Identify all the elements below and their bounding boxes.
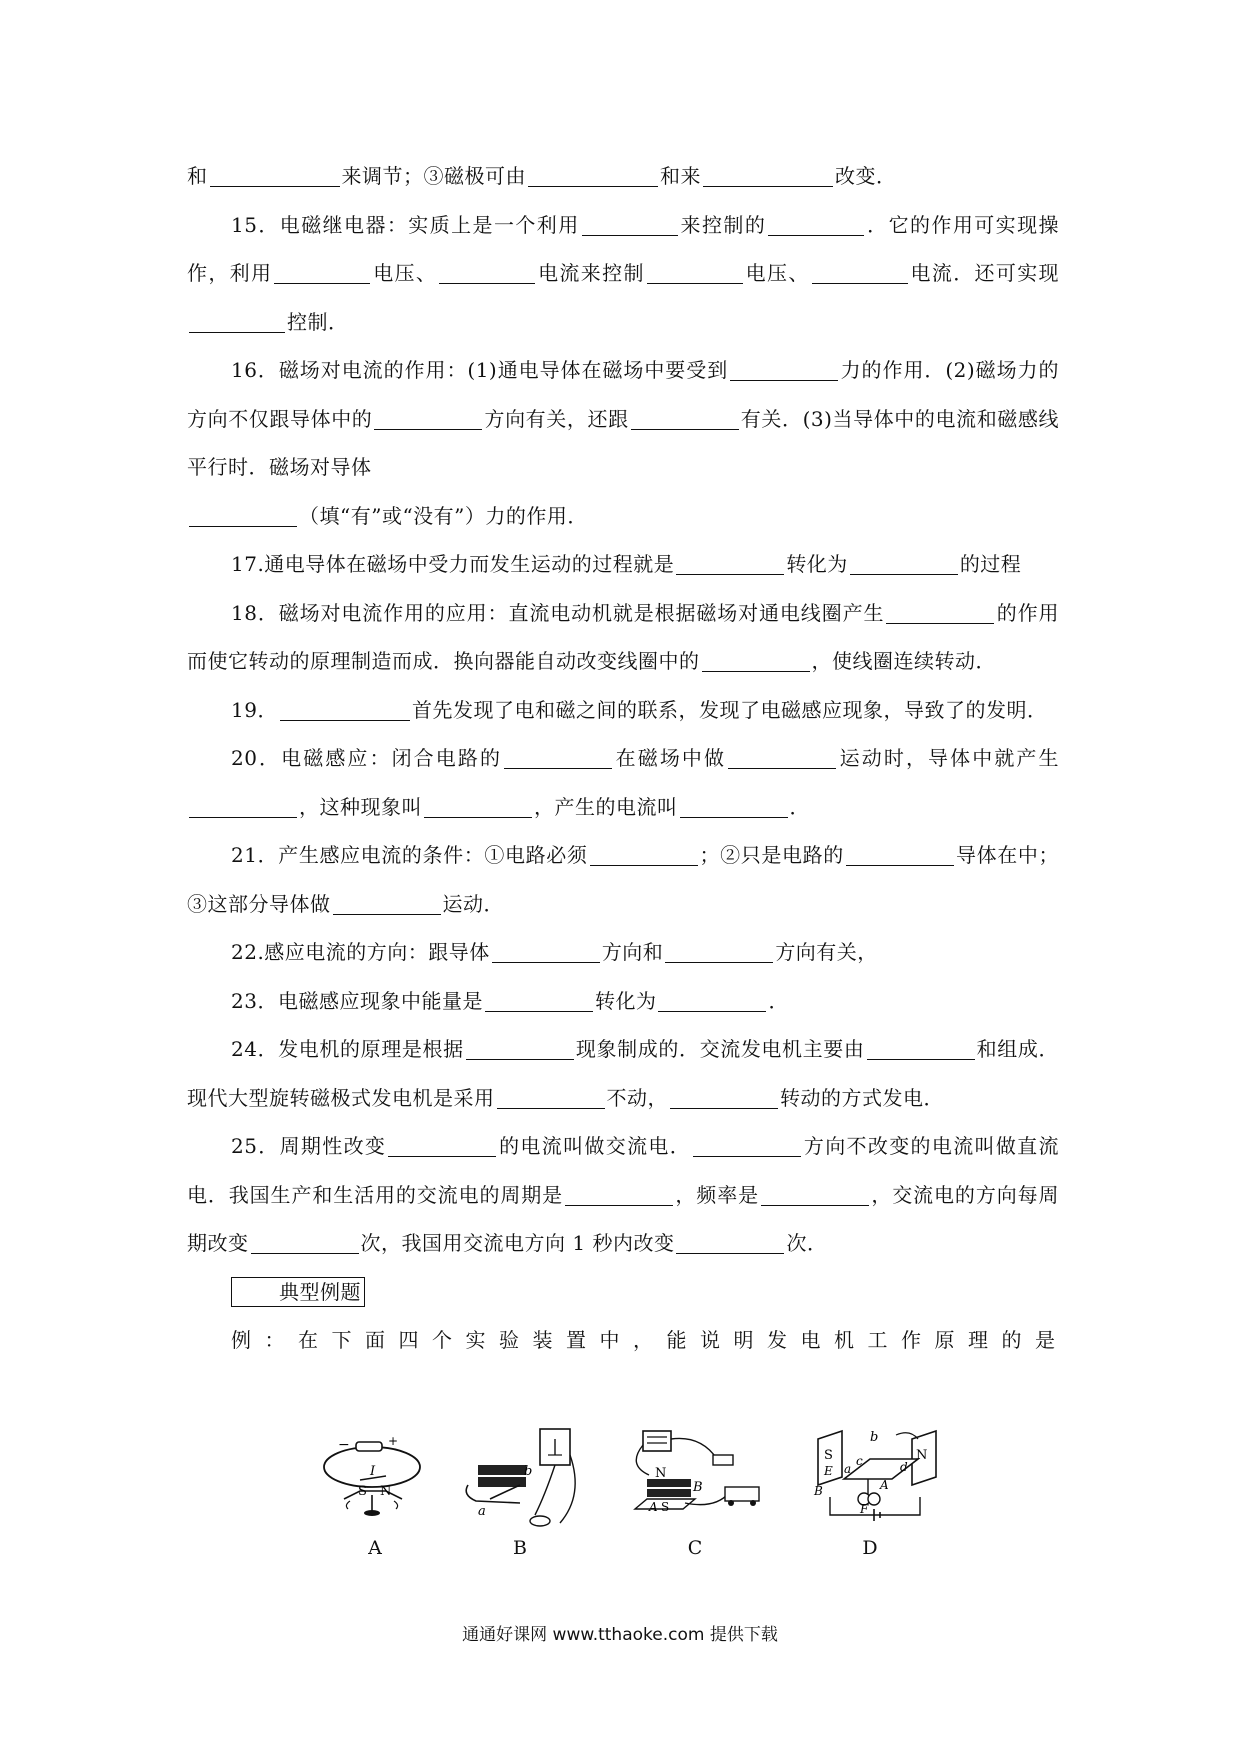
text: 的电流叫做交流电． xyxy=(498,1134,692,1158)
text: 有关．(3)当导体中的电流和磁感线平行时．磁场对导体 xyxy=(187,406,1059,479)
figure-b-label: B xyxy=(513,1537,527,1559)
fill-blank[interactable] xyxy=(761,1185,869,1206)
fill-blank[interactable] xyxy=(497,1088,605,1109)
text: 不动， xyxy=(606,1085,668,1110)
text: 20．电磁感应：闭合电路的 xyxy=(231,746,503,770)
text: 和 xyxy=(187,164,208,188)
example-question: 例：在下面四个实验装置中，能说明发电机工作原理的是 xyxy=(231,1328,1069,1352)
text: 导体在中；③这部分导体做 xyxy=(187,843,1060,916)
text: 转化为 xyxy=(786,552,848,576)
text: 22.感应电流的方向：跟导体 xyxy=(231,940,490,964)
text: ，产生的电流叫 xyxy=(534,794,678,819)
fig-b-label-b: b xyxy=(524,1464,533,1479)
text: 18．磁场对电流作用的应用：直流电动机就是根据磁场对通电线圈产生 xyxy=(231,600,885,625)
text: 方向有关，还跟 xyxy=(484,406,629,431)
fig-d-label-s: S xyxy=(824,1448,833,1463)
fill-blank[interactable] xyxy=(680,797,788,818)
fill-blank[interactable] xyxy=(189,797,297,818)
fig-d-label-n: N xyxy=(916,1448,928,1463)
section-title-box: 典型例题 xyxy=(231,1277,365,1307)
text: 转动的方式发电． xyxy=(780,1085,944,1110)
text: 控制． xyxy=(287,309,349,334)
text: （填“有”或“没有”）力的作用． xyxy=(299,503,588,528)
fig-c-label-s: S xyxy=(661,1500,670,1514)
question-14-tail xyxy=(187,152,1059,201)
text: 运动时，导体中就产生 xyxy=(838,746,1060,770)
fill-blank[interactable] xyxy=(374,409,482,430)
figure-d-label: D xyxy=(862,1537,878,1559)
text: 方向和 xyxy=(601,940,664,964)
fill-blank[interactable] xyxy=(867,1039,975,1060)
fig-d-label-f: F xyxy=(860,1502,869,1516)
fig-a-label-minus: − xyxy=(338,1437,350,1453)
figure-c-label: C xyxy=(687,1537,703,1559)
question-19 xyxy=(187,686,1059,735)
text: 次，我国用交流电方向 1 秒内改变 xyxy=(360,1231,675,1255)
fill-blank[interactable] xyxy=(768,215,864,236)
fill-blank[interactable] xyxy=(333,894,441,915)
fill-blank[interactable] xyxy=(647,263,743,284)
fill-blank[interactable] xyxy=(676,1233,784,1254)
text: 来控制的 xyxy=(679,212,767,237)
fill-blank[interactable] xyxy=(665,942,773,963)
text: 24．发电机的原理是根据 xyxy=(231,1037,464,1061)
fill-blank[interactable] xyxy=(658,991,766,1012)
fig-c-label-b: B xyxy=(693,1480,703,1495)
fill-blank[interactable] xyxy=(492,942,600,963)
fill-blank[interactable] xyxy=(504,748,612,769)
figure-c-drawing xyxy=(625,1425,805,1535)
fill-blank[interactable] xyxy=(466,1039,574,1060)
question-15 xyxy=(187,201,1059,347)
fig-c-label-n: N xyxy=(655,1466,667,1481)
text: 16．磁场对电流的作用：(1)通电导体在磁场中要受到 xyxy=(231,358,729,382)
fig-a-label-current: I xyxy=(370,1464,376,1479)
figure-d xyxy=(800,1425,980,1565)
fill-blank[interactable] xyxy=(485,991,593,1012)
text: 21．产生感应电流的条件：①电路必须 xyxy=(231,843,588,867)
fill-blank[interactable] xyxy=(280,700,410,721)
fill-blank[interactable] xyxy=(582,215,678,236)
fill-blank[interactable] xyxy=(631,409,739,430)
question-20 xyxy=(187,734,1059,831)
text: 运动． xyxy=(442,891,504,916)
figure-b-drawing xyxy=(460,1425,640,1535)
text: 17.通电导体在磁场中受力而发生运动的过程就是 xyxy=(231,552,675,576)
fill-blank[interactable] xyxy=(439,263,535,284)
text: 电压、 xyxy=(372,261,438,285)
text: 电流来控制 xyxy=(537,261,645,285)
fill-blank[interactable] xyxy=(670,1088,778,1109)
fill-blank[interactable] xyxy=(703,166,833,187)
question-25 xyxy=(187,1122,1059,1268)
text: ；②只是电路的 xyxy=(699,843,844,867)
text: 方向不改变的电流叫做直流电．我国生产和生活用的交流电的周期是 xyxy=(187,1134,1060,1207)
question-23 xyxy=(187,977,1059,1026)
fig-a-label-n: N xyxy=(380,1484,392,1499)
fig-d-label-a2: A xyxy=(880,1478,889,1492)
fill-blank[interactable] xyxy=(189,506,297,527)
fill-blank[interactable] xyxy=(730,360,838,381)
fig-a-label-s: S xyxy=(358,1484,367,1499)
text: 23．电磁感应现象中能量是 xyxy=(231,988,483,1013)
fill-blank[interactable] xyxy=(388,1136,496,1157)
figure-c xyxy=(625,1425,805,1565)
text: 首先发现了电和磁之间的联系，发现了电磁感应现象，导致了的发明． xyxy=(411,697,1048,722)
figure-row xyxy=(320,1425,1060,1565)
question-18 xyxy=(187,589,1059,686)
figure-b xyxy=(460,1425,640,1565)
text: ，这种现象叫 xyxy=(299,794,422,819)
fig-c-label-a: A xyxy=(649,1500,658,1514)
fill-blank[interactable] xyxy=(251,1233,359,1254)
fill-blank[interactable] xyxy=(210,166,340,187)
fig-d-label-c: c xyxy=(856,1454,863,1468)
fig-d-label-a: a xyxy=(844,1462,852,1476)
fill-blank[interactable] xyxy=(702,651,810,672)
text: ，频率是 xyxy=(675,1182,759,1207)
question-text-area xyxy=(187,152,1069,1365)
fill-blank[interactable] xyxy=(565,1185,673,1206)
text: 和组成．现代大型旋转磁极式发电机是采用 xyxy=(187,1037,1060,1110)
fill-blank[interactable] xyxy=(728,748,836,769)
text: 现象制成的．交流发电机主要由 xyxy=(575,1037,865,1061)
text: 的过程 xyxy=(959,552,1022,576)
text: ． xyxy=(789,794,810,819)
text: 25．周期性改变 xyxy=(231,1134,387,1158)
text: 方向有关， xyxy=(775,940,878,964)
fill-blank[interactable] xyxy=(528,166,658,187)
text: 和来 xyxy=(660,164,701,188)
text: 电流．还可实现 xyxy=(909,261,1060,285)
page-footer: 通通好课网 www.tthaoke.com 提供下载 xyxy=(462,1625,778,1645)
text: 的作用而使它转动的原理制造而成．换向器能自动改变线圈中的 xyxy=(187,600,1060,673)
figure-a-label: A xyxy=(368,1537,382,1559)
text: 电压、 xyxy=(744,261,810,285)
fill-blank[interactable] xyxy=(424,797,532,818)
text: 在磁场中做 xyxy=(614,746,727,770)
fill-blank[interactable] xyxy=(676,554,784,575)
fill-blank[interactable] xyxy=(850,554,958,575)
text: ，交流电的方向每周期改变 xyxy=(187,1182,1059,1255)
fill-blank[interactable] xyxy=(274,263,370,284)
fill-blank[interactable] xyxy=(189,312,285,333)
text: 15．电磁继电器：实质上是一个利用 xyxy=(231,212,580,237)
text: 19． xyxy=(231,697,278,722)
fill-blank[interactable] xyxy=(812,263,908,284)
text: 改变． xyxy=(835,164,897,188)
question-16 xyxy=(187,346,1059,492)
fig-d-label-b: B xyxy=(814,1484,823,1498)
question-24 xyxy=(187,1025,1059,1122)
fig-b-label-a: a xyxy=(478,1504,486,1519)
text: ． xyxy=(768,988,789,1013)
fill-blank[interactable] xyxy=(886,603,994,624)
fig-d-label-b-top: b xyxy=(870,1430,879,1445)
fig-d-label-d: d xyxy=(900,1460,908,1474)
question-21 xyxy=(187,831,1059,928)
figure-d-drawing xyxy=(800,1425,980,1535)
fill-blank[interactable] xyxy=(693,1136,801,1157)
text: 转化为 xyxy=(594,988,657,1013)
fig-a-label-plus: + xyxy=(388,1434,399,1448)
question-17 xyxy=(187,540,1059,589)
fig-d-label-e: E xyxy=(824,1464,833,1478)
section-heading xyxy=(187,1268,1059,1317)
text: 来调节；③磁极可由 xyxy=(341,164,526,188)
text: ，使线圈连续转动． xyxy=(811,649,996,673)
question-16-cont xyxy=(187,492,1059,541)
text: 次． xyxy=(786,1231,828,1255)
question-22 xyxy=(187,928,1059,977)
text: ．它的作用可实现操作，利用 xyxy=(187,212,1059,285)
fill-blank[interactable] xyxy=(846,845,954,866)
text: 力的作用．(2)磁场力的方向不仅跟导体中的 xyxy=(187,358,1059,431)
fill-blank[interactable] xyxy=(590,845,698,866)
